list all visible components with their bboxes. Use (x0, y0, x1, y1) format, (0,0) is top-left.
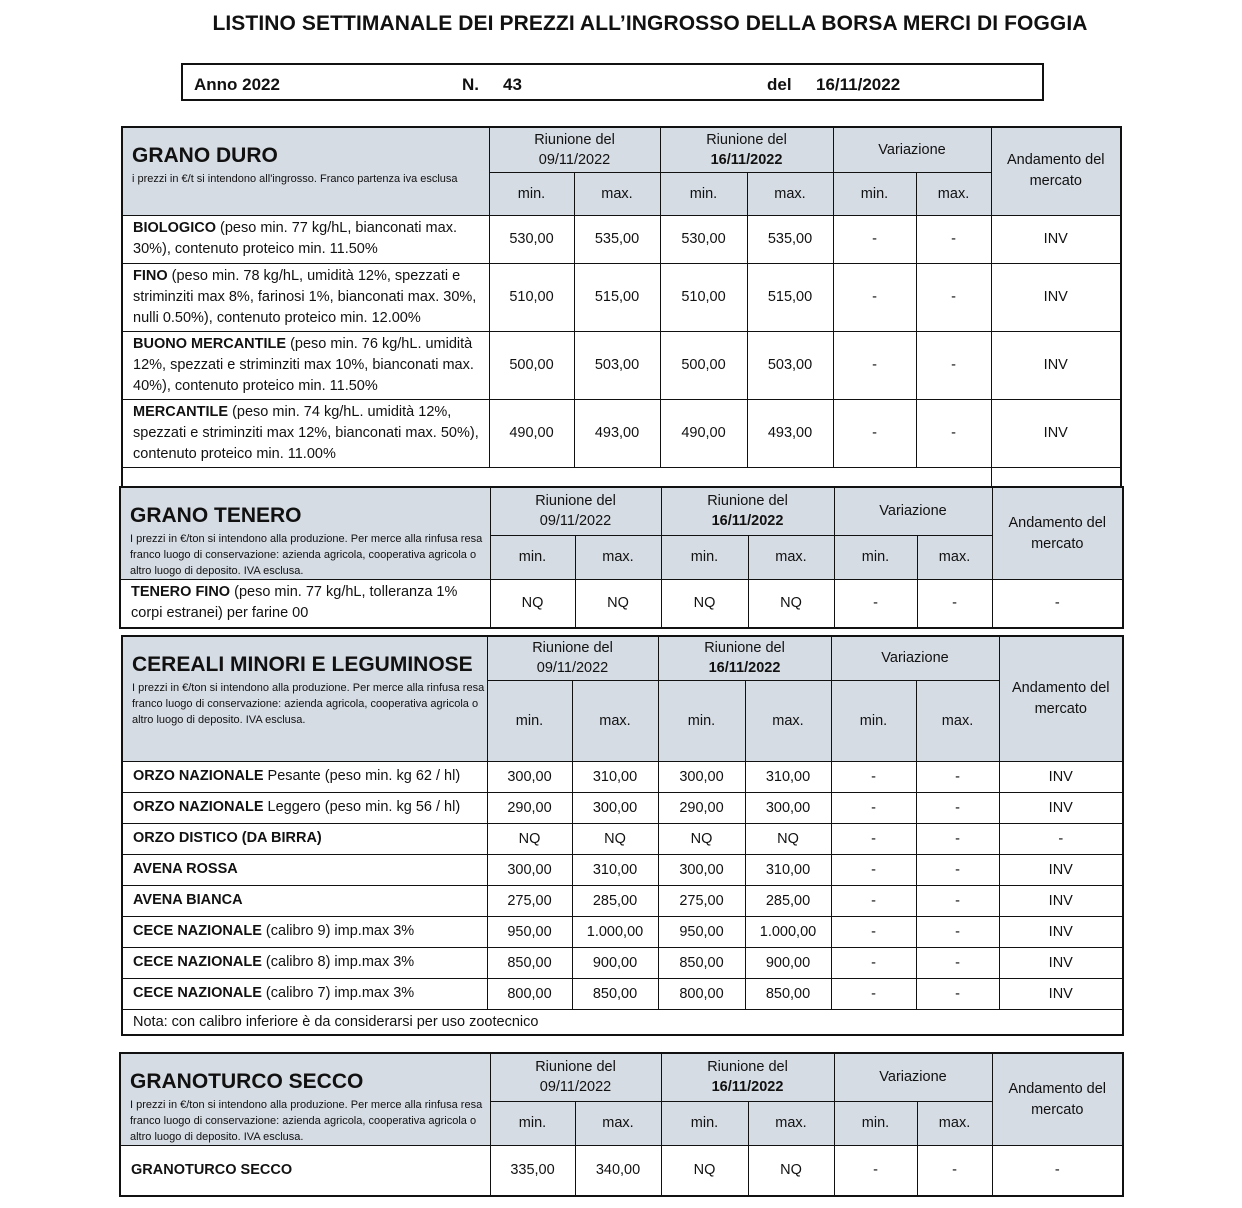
table-row (122, 885, 1123, 916)
market-trend: INV (999, 792, 1123, 823)
market-trend: - (992, 580, 1123, 628)
variation-max: - (917, 1146, 992, 1196)
prev-min-price: 950,00 (487, 916, 572, 947)
prev-max-price: 310,00 (572, 854, 658, 885)
section-title-cell (122, 636, 487, 761)
min-column-header: min. (661, 535, 748, 579)
prev-max-price: 300,00 (572, 792, 658, 823)
section-subtitle: i prezzi in €/t si intendono all'ingrosso. Franco partenza iva esclusa (132, 173, 458, 185)
variation-min: - (834, 580, 917, 628)
product-name: CECE NAZIONALE (133, 954, 262, 970)
table-row (122, 215, 1121, 263)
table-row (122, 916, 1123, 947)
prev-date: 09/11/2022 (538, 151, 611, 168)
prev-meeting-header (490, 1053, 661, 1101)
prev-min-price: 510,00 (489, 263, 574, 331)
market-trend: INV (999, 947, 1123, 978)
curr-max-price: 515,00 (747, 263, 833, 331)
andamento-header (992, 487, 1123, 580)
variation-min: - (834, 1146, 917, 1196)
variation-max: - (916, 978, 999, 1009)
product-description (122, 916, 487, 947)
curr-min-price: 510,00 (660, 263, 747, 331)
table-row (120, 1146, 1123, 1196)
variazione-header: Variazione (834, 487, 992, 535)
prev-meeting-header (487, 636, 658, 680)
curr-date: 16/11/2022 (711, 513, 784, 530)
max-column-header: max. (575, 535, 661, 579)
market-trend: INV (991, 263, 1121, 331)
curr-max-price: 535,00 (747, 215, 833, 263)
min-column-header: min. (833, 172, 916, 215)
number-label: N. (462, 75, 479, 94)
andamento-header (992, 1053, 1123, 1146)
curr-max-price: NQ (745, 823, 831, 854)
product-name: ORZO NAZIONALE (133, 799, 264, 815)
min-column-header: min. (831, 680, 916, 761)
prev-min-price: 290,00 (487, 792, 572, 823)
empty-row (122, 467, 1121, 487)
table-row (120, 580, 1123, 628)
footnote: Nota: con calibro inferiore è da considerarsi per uso zootecnico (122, 1009, 1123, 1035)
riunione-label: Riunione del (706, 131, 787, 148)
product-description (122, 792, 487, 823)
curr-max-price: 285,00 (745, 885, 831, 916)
max-column-header: max. (575, 1101, 661, 1145)
product-description (122, 885, 487, 916)
prev-min-price: 300,00 (487, 854, 572, 885)
section-name: GRANO DURO (132, 144, 278, 167)
product-description (122, 215, 489, 263)
section-subtitle: I prezzi in €/ton si intendono alla produzione. Per merce alla rinfusa resa franco luogo di conservazione: azienda agricola, cooperativa agricola o altro luogo di deposito. IVA esclusa. (130, 533, 483, 577)
product-description (122, 978, 487, 1009)
table-row (122, 263, 1121, 331)
variation-max: - (916, 854, 999, 885)
section-name: CEREALI MINORI E LEGUMINOSE (132, 653, 473, 676)
curr-min-price: 500,00 (660, 331, 747, 399)
product-description (122, 947, 487, 978)
curr-min-price: 490,00 (660, 399, 747, 467)
min-column-header: min. (660, 172, 747, 215)
product-name: CECE NAZIONALE (133, 923, 262, 939)
riunione-label: Riunione del (707, 493, 788, 510)
product-name: AVENA BIANCA (133, 892, 243, 908)
prev-max-price: NQ (575, 580, 661, 628)
section-subtitle: I prezzi in €/ton si intendono alla produzione. Per merce alla rinfusa resa franco luogo di conservazione: azienda agricola, cooperativa agricola o altro luogo di deposito. IVA esclusa. (130, 1099, 483, 1143)
variation-max: - (916, 947, 999, 978)
curr-meeting-header (660, 127, 833, 172)
product-spec: (calibro 7) imp.max 3% (261, 985, 415, 1001)
table-row (122, 978, 1123, 1009)
max-column-header: max. (917, 1101, 992, 1145)
variazione-header: Variazione (831, 636, 999, 680)
section-title-cell (120, 1053, 490, 1146)
market-trend: INV (999, 854, 1123, 885)
variation-max: - (916, 331, 991, 399)
variation-min: - (831, 823, 916, 854)
curr-date: 16/11/2022 (711, 1079, 784, 1096)
variation-min: - (833, 331, 916, 399)
header-row (120, 487, 1123, 535)
prev-min-price: 300,00 (487, 761, 572, 792)
variation-max: - (916, 399, 991, 467)
min-column-header: min. (490, 535, 575, 579)
riunione-label: Riunione del (535, 493, 616, 510)
prev-max-price: 285,00 (572, 885, 658, 916)
product-spec: Leggero (peso min. kg 56 / hl) (263, 799, 461, 815)
bulletin-info-box (181, 63, 1044, 101)
section-name: GRANO TENERO (130, 504, 302, 527)
market-trend: INV (991, 331, 1121, 399)
curr-max-price: 300,00 (745, 792, 831, 823)
riunione-label: Riunione del (532, 640, 613, 657)
prev-max-price: 515,00 (574, 263, 660, 331)
min-column-header: min. (489, 172, 574, 215)
table-row (122, 399, 1121, 467)
product-description (122, 399, 489, 467)
max-column-header: max. (572, 680, 658, 761)
table-row (122, 823, 1123, 854)
product-spec: (peso min. 77 kg/hL, bianconati max. 30%), contenuto proteico min. 11.50% (133, 220, 457, 257)
curr-max-price: 310,00 (745, 761, 831, 792)
max-column-header: max. (916, 680, 999, 761)
curr-max-price: NQ (748, 580, 834, 628)
product-description (122, 331, 489, 399)
market-trend: INV (999, 885, 1123, 916)
riunione-label: Riunione del (707, 1059, 788, 1076)
curr-max-price: 900,00 (745, 947, 831, 978)
product-name: MERCANTILE (133, 403, 229, 420)
grano-duro-table (121, 126, 1122, 488)
prev-max-price: 1.000,00 (572, 916, 658, 947)
prev-meeting-header (490, 487, 661, 535)
curr-max-price: NQ (748, 1146, 834, 1196)
curr-min-price: 275,00 (658, 885, 745, 916)
curr-max-price: 850,00 (745, 978, 831, 1009)
andamento-label: Andamento del mercato (1006, 152, 1105, 190)
andamento-label: Andamento del mercato (1011, 679, 1110, 717)
variation-max: - (916, 823, 999, 854)
andamento-label: Andamento del mercato (1008, 514, 1107, 552)
riunione-label: Riunione del (535, 1059, 616, 1076)
prev-min-price: 335,00 (490, 1146, 575, 1196)
date-label: del (767, 75, 792, 94)
curr-max-price: 493,00 (747, 399, 833, 467)
prev-min-price: 490,00 (489, 399, 574, 467)
min-column-header: min. (487, 680, 572, 761)
curr-min-price: 850,00 (658, 947, 745, 978)
section-subtitle: I prezzi in €/ton si intendono alla produzione. Per merce alla rinfusa resa franco luogo di conservazione: azienda agricola, cooperativa agricola o altro luogo di deposito. IVA esclusa. (132, 682, 485, 726)
market-trend: INV (991, 399, 1121, 467)
table-row (122, 947, 1123, 978)
prev-max-price: 900,00 (572, 947, 658, 978)
curr-min-price: NQ (661, 580, 748, 628)
anno-label: Anno 2022 (194, 75, 280, 94)
product-description (122, 823, 487, 854)
prev-min-price: 530,00 (489, 215, 574, 263)
curr-min-price: 300,00 (658, 854, 745, 885)
prev-min-price: 500,00 (489, 331, 574, 399)
min-column-header: min. (834, 1101, 917, 1145)
prev-max-price: 310,00 (572, 761, 658, 792)
prev-min-price: 275,00 (487, 885, 572, 916)
prev-date: 09/11/2022 (536, 660, 609, 677)
product-description (120, 580, 490, 628)
variation-min: - (831, 885, 916, 916)
max-column-header: max. (916, 172, 991, 215)
prev-max-price: 850,00 (572, 978, 658, 1009)
table-row (122, 854, 1123, 885)
curr-min-price: 290,00 (658, 792, 745, 823)
curr-meeting-header (661, 487, 834, 535)
curr-min-price: NQ (658, 823, 745, 854)
market-trend: INV (999, 978, 1123, 1009)
variation-min: - (831, 978, 916, 1009)
curr-meeting-header (658, 636, 831, 680)
variation-max: - (916, 263, 991, 331)
market-trend: INV (999, 916, 1123, 947)
prev-min-price: NQ (490, 580, 575, 628)
variation-max: - (917, 580, 992, 628)
prev-min-price: 800,00 (487, 978, 572, 1009)
prev-max-price: 340,00 (575, 1146, 661, 1196)
product-name: ORZO DISTICO (DA BIRRA) (133, 830, 322, 846)
product-spec: (calibro 9) imp.max 3% (261, 923, 415, 939)
product-name: CECE NAZIONALE (133, 985, 262, 1001)
min-column-header: min. (661, 1101, 748, 1145)
number-value: 43 (503, 75, 522, 94)
empty-cell (991, 467, 1121, 487)
market-trend: - (992, 1146, 1123, 1196)
variation-min: - (833, 215, 916, 263)
variation-min: - (831, 916, 916, 947)
max-column-header: max. (745, 680, 831, 761)
andamento-label: Andamento del mercato (1008, 1080, 1107, 1118)
variazione-header: Variazione (833, 127, 991, 172)
variation-max: - (916, 792, 999, 823)
variation-max: - (916, 215, 991, 263)
curr-min-price: NQ (661, 1146, 748, 1196)
curr-meeting-header (661, 1053, 834, 1101)
empty-cell (122, 467, 991, 487)
prev-min-price: 850,00 (487, 947, 572, 978)
prev-max-price: 493,00 (574, 399, 660, 467)
prev-max-price: NQ (572, 823, 658, 854)
variazione-header: Variazione (834, 1053, 992, 1101)
product-description (122, 761, 487, 792)
section-name: GRANOTURCO SECCO (130, 1070, 364, 1093)
riunione-label: Riunione del (534, 131, 615, 148)
header-row (122, 636, 1123, 680)
grano-tenero-table (119, 486, 1124, 629)
prev-date: 09/11/2022 (539, 1079, 612, 1096)
header-row (120, 1053, 1123, 1101)
curr-min-price: 530,00 (660, 215, 747, 263)
max-column-header: max. (747, 172, 833, 215)
product-spec: (peso min. 77 kg/hL, tolleranza 1% corpi estranei) per farine 00 (131, 584, 458, 622)
table-row (122, 792, 1123, 823)
andamento-header (999, 636, 1123, 761)
product-name: FINO (133, 267, 168, 284)
andamento-header (991, 127, 1121, 215)
curr-min-price: 800,00 (658, 978, 745, 1009)
table-row (122, 761, 1123, 792)
product-name: BIOLOGICO (133, 220, 216, 236)
curr-max-price: 310,00 (745, 854, 831, 885)
product-spec: (peso min. 78 kg/hL, umidità 12%, spezzati e striminziti max 8%, farinosi 1%, bianconati max. 30%, nulli 0.50%), contenuto proteico min. 12.00% (133, 267, 477, 326)
variation-min: - (831, 761, 916, 792)
product-name: BUONO MERCANTILE (133, 335, 287, 352)
product-description (120, 1146, 490, 1196)
max-column-header: max. (748, 1101, 834, 1145)
max-column-header: max. (574, 172, 660, 215)
prev-date: 09/11/2022 (539, 513, 612, 530)
variation-max: - (916, 885, 999, 916)
product-spec: (calibro 8) imp.max 3% (261, 954, 415, 970)
prev-max-price: 503,00 (574, 331, 660, 399)
prev-min-price: NQ (487, 823, 572, 854)
date-value: 16/11/2022 (816, 75, 901, 94)
min-column-header: min. (490, 1101, 575, 1145)
product-spec: (peso min. 76 kg/hL. umidità 12%, spezzati e striminziti max 10%, bianconati max. 40%), contenuto proteico min. 11.50% (133, 335, 474, 394)
curr-date: 16/11/2022 (710, 151, 783, 168)
variation-min: - (833, 263, 916, 331)
curr-max-price: 1.000,00 (745, 916, 831, 947)
max-column-header: max. (748, 535, 834, 579)
min-column-header: min. (658, 680, 745, 761)
product-name: TENERO FINO (131, 584, 231, 601)
prev-max-price: 535,00 (574, 215, 660, 263)
curr-date: 16/11/2022 (708, 660, 781, 677)
product-spec: (peso min. 74 kg/hL. umidità 12%, spezzati e striminziti max 12%, bianconati max. 50%), contenuto proteico min. 11.00% (133, 403, 479, 462)
riunione-label: Riunione del (704, 640, 785, 657)
cereali-minori-table (121, 635, 1124, 1036)
product-name: GRANOTURCO SECCO (131, 1161, 293, 1178)
table-row (122, 331, 1121, 399)
variation-min: - (831, 854, 916, 885)
curr-max-price: 503,00 (747, 331, 833, 399)
note-row (122, 1009, 1123, 1035)
curr-min-price: 300,00 (658, 761, 745, 792)
market-trend: INV (991, 215, 1121, 263)
product-description (122, 263, 489, 331)
product-name: ORZO NAZIONALE (133, 768, 264, 784)
min-column-header: min. (834, 535, 917, 579)
variation-min: - (833, 399, 916, 467)
prev-meeting-header (489, 127, 660, 172)
section-title-cell (122, 127, 489, 215)
header-row (122, 127, 1121, 172)
product-spec: Pesante (peso min. kg 62 / hl) (263, 768, 461, 784)
market-trend: INV (999, 761, 1123, 792)
variation-max: - (916, 761, 999, 792)
max-column-header: max. (917, 535, 992, 579)
section-title-cell (120, 487, 490, 580)
curr-min-price: 950,00 (658, 916, 745, 947)
variation-min: - (831, 947, 916, 978)
variation-min: - (831, 792, 916, 823)
product-description (122, 854, 487, 885)
market-trend: - (999, 823, 1123, 854)
page-title: LISTINO SETTIMANALE DEI PREZZI ALL’INGROSSO DELLA BORSA MERCI DI FOGGIA (212, 12, 1088, 35)
variation-max: - (916, 916, 999, 947)
product-name: AVENA ROSSA (133, 861, 238, 877)
granoturco-secco-table (119, 1052, 1124, 1197)
